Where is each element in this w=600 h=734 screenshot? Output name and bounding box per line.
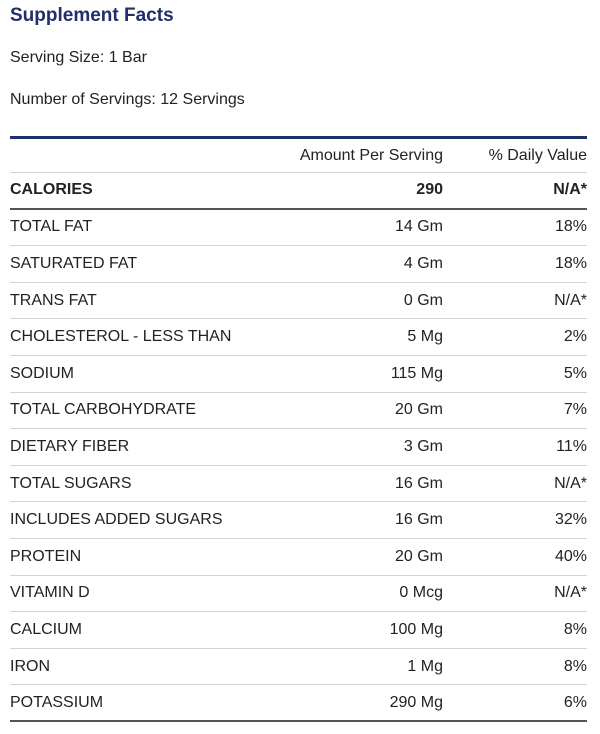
row-daily-value: 18% bbox=[554, 218, 587, 236]
row-daily-value: N/A* bbox=[553, 181, 587, 199]
row-amount: 14 Gm bbox=[394, 218, 443, 236]
table-row bbox=[10, 466, 587, 503]
row-amount: 3 Gm bbox=[403, 437, 443, 455]
table-row bbox=[10, 685, 587, 722]
table-header bbox=[10, 139, 587, 173]
row-name: TOTAL FAT bbox=[10, 218, 93, 236]
serving-size: Serving Size: 1 Bar bbox=[10, 49, 147, 66]
row-amount: 0 Gm bbox=[403, 291, 443, 309]
table-row bbox=[10, 356, 587, 393]
row-name: SATURATED FAT bbox=[10, 254, 138, 272]
row-daily-value: 6% bbox=[563, 693, 587, 711]
table-row bbox=[10, 283, 587, 320]
row-amount: 5 Mg bbox=[407, 328, 443, 346]
row-name: DIETARY FIBER bbox=[10, 437, 130, 455]
row-daily-value: N/A* bbox=[554, 291, 587, 309]
row-daily-value: 8% bbox=[563, 657, 587, 675]
row-amount: 115 Mg bbox=[390, 364, 443, 382]
row-daily-value: 7% bbox=[563, 401, 587, 419]
nutrition-table bbox=[10, 139, 587, 722]
row-daily-value: 40% bbox=[554, 547, 587, 565]
header-amount: Amount Per Serving bbox=[299, 146, 443, 164]
row-name: TRANS FAT bbox=[10, 291, 97, 309]
row-amount: 0 Mcg bbox=[399, 584, 443, 602]
row-name: IRON bbox=[10, 657, 50, 675]
row-name: CHOLESTEROL - LESS THAN bbox=[10, 328, 232, 346]
row-amount: 1 Mg bbox=[407, 657, 443, 675]
table-row bbox=[10, 173, 587, 210]
row-amount: 20 Gm bbox=[394, 547, 443, 565]
table-row bbox=[10, 246, 587, 283]
table-row bbox=[10, 649, 587, 686]
row-amount: 20 Gm bbox=[394, 401, 443, 419]
table-row bbox=[10, 502, 587, 539]
row-daily-value: N/A* bbox=[554, 474, 587, 492]
row-name: PROTEIN bbox=[10, 547, 82, 565]
page-title: Supplement Facts bbox=[10, 5, 174, 26]
row-daily-value: 18% bbox=[554, 254, 587, 272]
table-body bbox=[10, 173, 587, 722]
row-amount: 290 Mg bbox=[389, 693, 443, 711]
row-name: CALCIUM bbox=[10, 620, 83, 638]
table-row bbox=[10, 612, 587, 649]
row-amount: 4 Gm bbox=[403, 254, 443, 272]
row-daily-value: 5% bbox=[563, 364, 587, 382]
header-daily-value: % Daily Value bbox=[488, 146, 587, 164]
table-row bbox=[10, 393, 587, 430]
row-amount: 16 Gm bbox=[394, 474, 443, 492]
row-name: TOTAL CARBOHYDRATE bbox=[10, 401, 197, 419]
servings-count: Number of Servings: 12 Servings bbox=[10, 91, 245, 108]
row-daily-value: 8% bbox=[563, 620, 587, 638]
row-name: CALORIES bbox=[10, 181, 93, 199]
table-row bbox=[10, 210, 587, 247]
table-row bbox=[10, 319, 587, 356]
row-daily-value: 11% bbox=[556, 437, 587, 455]
row-name: INCLUDES ADDED SUGARS bbox=[10, 511, 223, 529]
table-row bbox=[10, 576, 587, 613]
row-name: SODIUM bbox=[10, 364, 74, 382]
table-row bbox=[10, 429, 587, 466]
row-name: TOTAL SUGARS bbox=[10, 474, 132, 492]
row-daily-value: 2% bbox=[563, 328, 587, 346]
row-daily-value: 32% bbox=[554, 511, 587, 529]
row-amount: 100 Mg bbox=[389, 620, 443, 638]
row-amount: 290 bbox=[416, 181, 443, 199]
row-name: VITAMIN D bbox=[10, 584, 90, 602]
table-row bbox=[10, 539, 587, 576]
row-amount: 16 Gm bbox=[394, 511, 443, 529]
row-name: POTASSIUM bbox=[10, 693, 104, 711]
row-daily-value: N/A* bbox=[554, 584, 587, 602]
